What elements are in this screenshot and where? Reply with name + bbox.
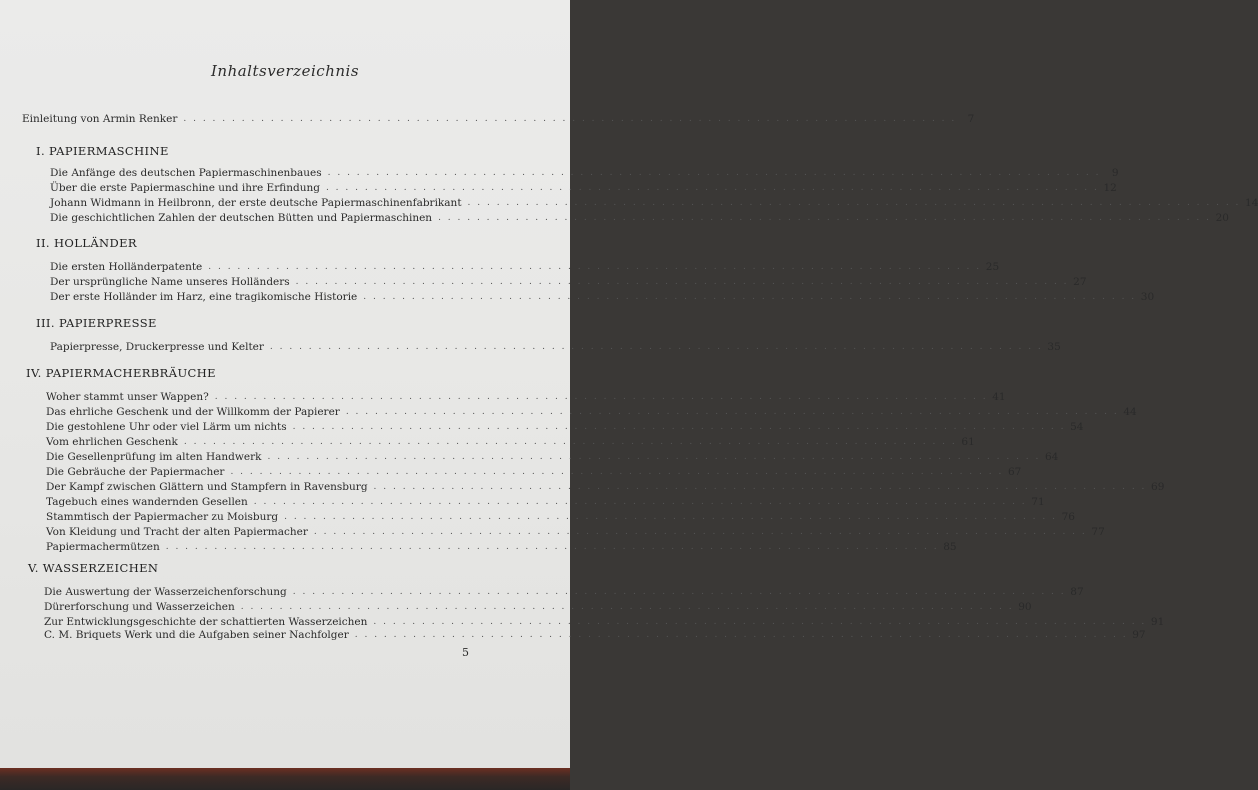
entry-text: Von Kleidung und Tracht der alten Papiermacher bbox=[46, 526, 308, 538]
entry-page: 14 bbox=[1245, 197, 1258, 209]
entry-page: 97 bbox=[1132, 629, 1146, 641]
entry-page: 41 bbox=[992, 391, 1006, 403]
entry-page: 27 bbox=[1073, 276, 1087, 288]
toc-entry-intro bbox=[22, 111, 975, 125]
leader-dots: . . . . . . . . . . . . . . . . . . . . . . . . . . . . . . . . . . . . . . . . . . . . . . . . . . . . . . . . . . . . . . . . . . . . . . . . . . . . . . . . bbox=[327, 168, 1101, 178]
entry-text: Über die erste Papiermaschine und ihre Erfindung bbox=[50, 182, 320, 194]
leader-dots: . . . . . . . . . . . . . . . . . . . . . . . . . . . . . . . . . . . . . . . . . . . . . . . . . . . . . . . . . . . . . . . . . . . . . . . . . . . . . . . . bbox=[325, 183, 1099, 193]
entry-text: Die Auswertung der Wasserzeichenforschung bbox=[44, 586, 287, 598]
entry-page: 54 bbox=[1070, 421, 1084, 433]
section-heading: II. HOLLÄNDER bbox=[36, 236, 137, 250]
toc-entry bbox=[44, 599, 1032, 613]
toc-entry bbox=[50, 195, 1258, 209]
entry-text: Die gestohlene Uhr oder viel Lärm um nichts bbox=[46, 421, 287, 433]
entry-page: 87 bbox=[1070, 586, 1084, 598]
entry-text: Woher stammt unser Wappen? bbox=[46, 391, 209, 403]
entry-text: Zur Entwicklungsgeschichte der schattierten Wasserzeichen bbox=[44, 616, 368, 628]
entry-page: 30 bbox=[1140, 291, 1155, 303]
leader-dots: . . . . . . . . . . . . . . . . . . . . . . . . . . . . . . . . . . . . . . . . . . . . . . . . . . . . . . . . . . . . . . . . . . . . . . . . . . . . . . . . bbox=[240, 602, 1014, 612]
entry-text: Dürerforschung und Wasserzeichen bbox=[44, 601, 235, 613]
entry-page: 85 bbox=[943, 541, 957, 553]
toc-entry bbox=[46, 449, 1059, 463]
entry-page: 69 bbox=[1151, 481, 1165, 493]
entry-page: 64 bbox=[1045, 451, 1059, 463]
toc-entry bbox=[46, 404, 1137, 418]
toc-entry bbox=[46, 419, 1084, 433]
toc-entry bbox=[50, 259, 1000, 273]
toc-entry bbox=[50, 289, 1155, 303]
leader-dots: . . . . . . . . . . . . . . . . . . . . . . . . . . . . . . . . . . . . . . . . . . . . . . . . . . . . . . . . . . . . . . . . . . . . . . . . . . . . . . . . bbox=[295, 277, 1069, 287]
toc-entry bbox=[46, 494, 1045, 508]
section-heading: V. WASSERZEICHEN bbox=[28, 561, 159, 575]
table-surface bbox=[0, 768, 570, 790]
entry-text: Die Gesellenprüfung im alten Handwerk bbox=[46, 451, 262, 463]
leader-dots: . . . . . . . . . . . . . . . . . . . . . . . . . . . . . . . . . . . . . . . . . . . . . . . . . . . . . . . . . . . . . . . . . . . . . . . . . . . . . . . . bbox=[292, 587, 1066, 597]
page-number: 5 bbox=[462, 646, 469, 659]
entry-text: Die Anfänge des deutschen Papiermaschinenbaues bbox=[50, 167, 322, 179]
leader-dots: . . . . . . . . . . . . . . . . . . . . . . . . . . . . . . . . . . . . . . . . . . . . . . . . . . . . . . . . . . . . . . . . . . . . . . . . . . . . . . . . bbox=[363, 292, 1137, 302]
entry-text: Der erste Holländer im Harz, eine tragikomische Historie bbox=[50, 291, 358, 303]
toc-entry bbox=[50, 274, 1087, 288]
entry-text: Papiermachermützen bbox=[46, 541, 160, 553]
toc-entry bbox=[50, 165, 1119, 179]
entry-text: Der Kampf zwischen Glättern und Stampfern in Ravensburg bbox=[46, 481, 368, 493]
leader-dots: . . . . . . . . . . . . . . . . . . . . . . . . . . . . . . . . . . . . . . . . . . . . . . . . . . . . . . . . . . . . . . . . . . . . . . . . . . . . . . . . bbox=[183, 437, 957, 447]
leader-dots: . . . . . . . . . . . . . . . . . . . . . . . . . . . . . . . . . . . . . . . . . . . . . . . . . . . . . . . . . . . . . . . . . . . . . . . . . . . . . . . . bbox=[267, 452, 1041, 462]
toc-entry bbox=[46, 389, 1006, 403]
entry-text: Die geschichtlichen Zahlen der deutschen Bütten und Papiermaschinen bbox=[50, 212, 433, 224]
entry-page: 12 bbox=[1103, 182, 1117, 194]
toc-entry bbox=[44, 627, 1146, 641]
entry-page: 67 bbox=[1007, 466, 1022, 478]
toc-entry bbox=[46, 464, 1022, 478]
section-heading: III. PAPIERPRESSE bbox=[36, 316, 157, 330]
entry-page: 25 bbox=[985, 261, 1000, 273]
entry-page: 7 bbox=[967, 113, 975, 125]
entry-text: Vom ehrlichen Geschenk bbox=[46, 436, 178, 448]
entry-text: Der ursprüngliche Name unseres Holländers bbox=[50, 276, 290, 288]
entry-page: 20 bbox=[1215, 212, 1229, 224]
leader-dots: . . . . . . . . . . . . . . . . . . . . . . . . . . . . . . . . . . . . . . . . . . . . . . . . . . . . . . . . . . . . . . . . . . . . . . . . . . . . . . . . bbox=[467, 198, 1241, 208]
toc-entry bbox=[44, 614, 1165, 628]
toc-title: Inhaltsverzeichnis bbox=[210, 62, 360, 80]
entry-text: Einleitung von Armin Renker bbox=[22, 113, 178, 125]
leader-dots: . . . . . . . . . . . . . . . . . . . . . . . . . . . . . . . . . . . . . . . . . . . . . . . . . . . . . . . . . . . . . . . . . . . . . . . . . . . . . . . . bbox=[438, 213, 1211, 223]
toc-entry bbox=[46, 479, 1165, 493]
entry-text: Papierpresse, Druckerpresse und Kelter bbox=[50, 341, 264, 353]
entry-text: C. M. Briquets Werk und die Aufgaben seiner Nachfolger bbox=[44, 629, 349, 641]
leader-dots: . . . . . . . . . . . . . . . . . . . . . . . . . . . . . . . . . . . . . . . . . . . . . . . . . . . . . . . . . . . . . . . . . . . . . . . . . . . . . . . . bbox=[313, 527, 1087, 537]
entry-page: 90 bbox=[1018, 601, 1032, 613]
section-heading: I. PAPIERMASCHINE bbox=[36, 144, 169, 158]
leader-dots: . . . . . . . . . . . . . . . . . . . . . . . . . . . . . . . . . . . . . . . . . . . . . . . . . . . . . . . . . . . . . . . . . . . . . . . . . . . . . . . . bbox=[230, 467, 1004, 477]
leader-dots: . . . . . . . . . . . . . . . . . . . . . . . . . . . . . . . . . . . . . . . . . . . . . . . . . . . . . . . . . . . . . . . . . . . . . . . . . . . . . . . . bbox=[284, 512, 1057, 522]
toc-entry bbox=[46, 524, 1105, 538]
toc-entry bbox=[44, 584, 1084, 598]
leader-dots: . . . . . . . . . . . . . . . . . . . . . . . . . . . . . . . . . . . . . . . . . . . . . . . . . . . . . . . . . . . . . . . . . . . . . . . . . . . . . . . . bbox=[214, 392, 988, 402]
toc-entry bbox=[46, 509, 1075, 523]
leader-dots: . . . . . . . . . . . . . . . . . . . . . . . . . . . . . . . . . . . . . . . . . . . . . . . . . . . . . . . . . . . . . . . . . . . . . . . . . . . . . . . . bbox=[345, 407, 1119, 417]
toc-entry bbox=[46, 539, 957, 553]
section-heading: IV. PAPIERMACHERBRÄUCHE bbox=[26, 366, 216, 380]
entry-text: Stammtisch der Papiermacher zu Moisburg bbox=[46, 511, 279, 523]
leader-dots: . . . . . . . . . . . . . . . . . . . . . . . . . . . . . . . . . . . . . . . . . . . . . . . . . . . . . . . . . . . . . . . . . . . . . . . . . . . . . . . . bbox=[253, 497, 1027, 507]
entry-page: 35 bbox=[1047, 341, 1061, 353]
entry-page: 76 bbox=[1061, 511, 1075, 523]
leader-dots: . . . . . . . . . . . . . . . . . . . . . . . . . . . . . . . . . . . . . . . . . . . . . . . . . . . . . . . . . . . . . . . . . . . . . . . . . . . . . . . . bbox=[183, 114, 957, 124]
entry-text: Die ersten Holländerpatente bbox=[50, 261, 203, 273]
entry-page: 44 bbox=[1123, 406, 1137, 418]
entry-text: Das ehrliche Geschenk und der Willkomm der Papierer bbox=[46, 406, 340, 418]
leader-dots: . . . . . . . . . . . . . . . . . . . . . . . . . . . . . . . . . . . . . . . . . . . . . . . . . . . . . . . . . . . . . . . . . . . . . . . . . . . . . . . . bbox=[354, 630, 1128, 640]
leader-dots: . . . . . . . . . . . . . . . . . . . . . . . . . . . . . . . . . . . . . . . . . . . . . . . . . . . . . . . . . . . . . . . . . . . . . . . . . . . . . . . . bbox=[208, 262, 982, 272]
leader-dots: . . . . . . . . . . . . . . . . . . . . . . . . . . . . . . . . . . . . . . . . . . . . . . . . . . . . . . . . . . . . . . . . . . . . . . . . . . . . . . . . bbox=[373, 617, 1147, 627]
entry-page: 91 bbox=[1150, 616, 1165, 628]
leader-dots: . . . . . . . . . . . . . . . . . . . . . . . . . . . . . . . . . . . . . . . . . . . . . . . . . . . . . . . . . . . . . . . . . . . . . . . . . . . . . . . . bbox=[269, 342, 1043, 352]
leader-dots: . . . . . . . . . . . . . . . . . . . . . . . . . . . . . . . . . . . . . . . . . . . . . . . . . . . . . . . . . . . . . . . . . . . . . . . . . . . . . . . . bbox=[165, 542, 939, 552]
entry-page: 77 bbox=[1091, 526, 1105, 538]
entry-page: 9 bbox=[1111, 167, 1119, 179]
toc-entry bbox=[50, 210, 1229, 224]
entry-page: 71 bbox=[1031, 496, 1045, 508]
leader-dots: . . . . . . . . . . . . . . . . . . . . . . . . . . . . . . . . . . . . . . . . . . . . . . . . . . . . . . . . . . . . . . . . . . . . . . . . . . . . . . . . bbox=[292, 422, 1066, 432]
entry-page: 61 bbox=[961, 436, 975, 448]
toc-entry bbox=[50, 180, 1117, 194]
leader-dots: . . . . . . . . . . . . . . . . . . . . . . . . . . . . . . . . . . . . . . . . . . . . . . . . . . . . . . . . . . . . . . . . . . . . . . . . . . . . . . . . bbox=[373, 482, 1147, 492]
toc-entry bbox=[46, 434, 975, 448]
toc-entry bbox=[50, 339, 1061, 353]
entry-text: Die Gebräuche der Papiermacher bbox=[46, 466, 225, 478]
entry-text: Tagebuch eines wandernden Gesellen bbox=[46, 496, 248, 508]
entry-text: Johann Widmann in Heilbronn, der erste deutsche Papiermaschinenfabrikant bbox=[50, 197, 462, 209]
